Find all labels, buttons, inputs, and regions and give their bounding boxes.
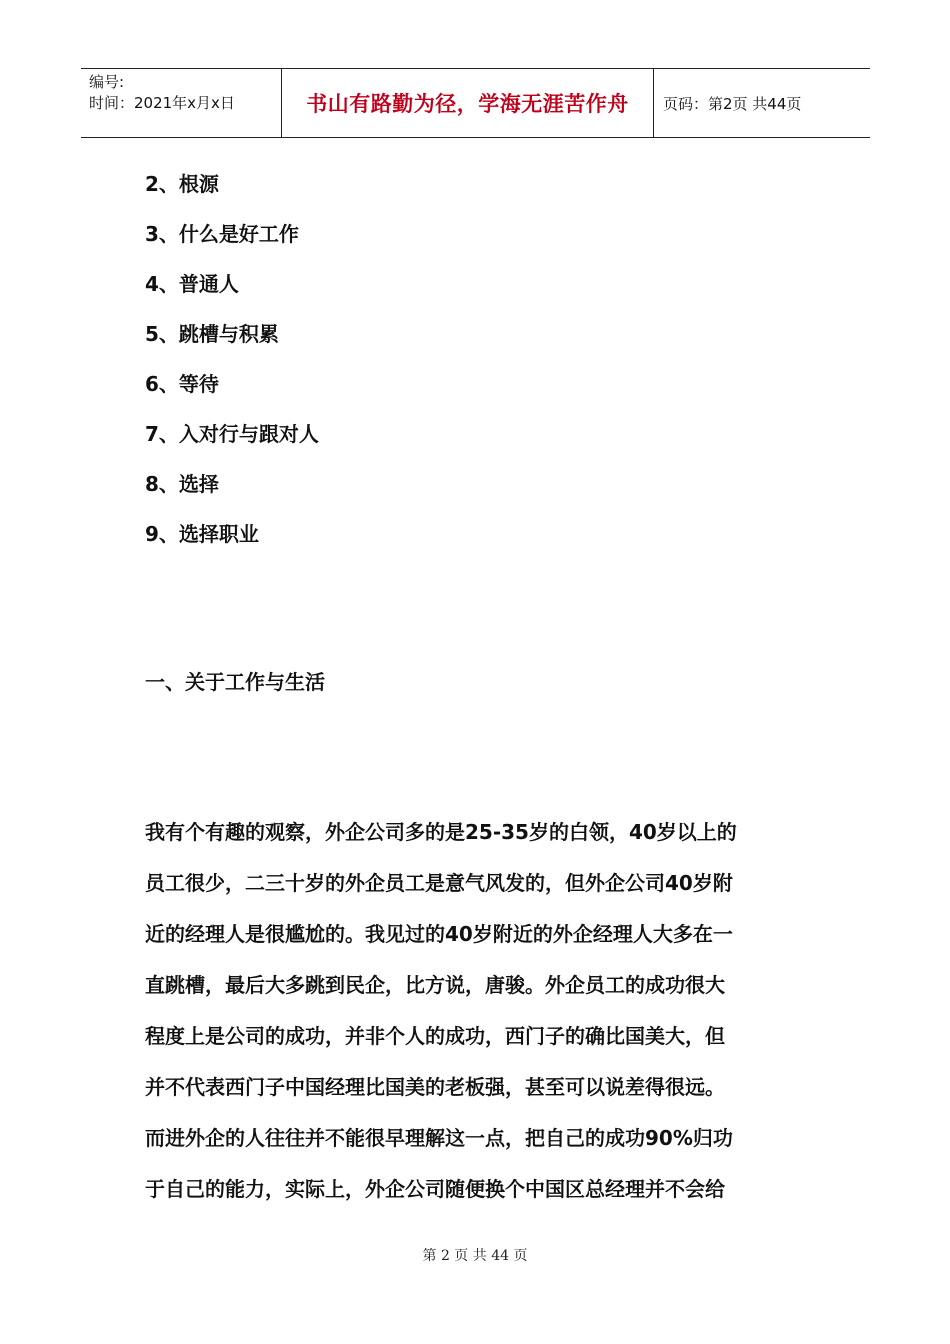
paragraph-line: 员工很少，二三十岁的外企员工是意气风发的，但外企公司40岁附 — [145, 871, 733, 895]
header-motto: 书山有路勤为径，学海无涯苦作舟 — [282, 69, 654, 137]
table-of-contents — [145, 168, 319, 568]
paragraph-line: 近的经理人是很尴尬的。我见过的40岁附近的外企经理人大多在一 — [145, 922, 733, 946]
toc-item: 4、普通人 — [145, 272, 239, 296]
number-label: 编号: — [89, 73, 125, 91]
paragraph-line: 程度上是公司的成功，并非个人的成功，西门子的确比国美大，但 — [145, 1024, 725, 1048]
paragraph-line: 于自己的能力，实际上，外企公司随便换个中国区总经理并不会给 — [145, 1177, 725, 1201]
toc-item: 3、什么是好工作 — [145, 222, 299, 246]
toc-item: 2、根源 — [145, 172, 219, 196]
toc-item: 5、跳槽与积累 — [145, 322, 279, 346]
toc-item: 9、选择职业 — [145, 522, 259, 546]
paragraph-line: 直跳槽，最后大多跳到民企，比方说，唐骏。外企员工的成功很大 — [145, 973, 725, 997]
toc-item: 8、选择 — [145, 472, 219, 496]
header-meta — [81, 69, 282, 137]
toc-item: 6、等待 — [145, 372, 219, 396]
paragraph-line: 我有个有趣的观察，外企公司多的是25-35岁的白领，40岁以上的 — [145, 820, 737, 844]
time-label: 时间：2021年x月x日 — [89, 94, 235, 112]
paragraph-line: 而进外企的人往往并不能很早理解这一点，把自己的成功90%归功 — [145, 1126, 733, 1150]
toc-item: 7、入对行与跟对人 — [145, 422, 319, 446]
document-header — [81, 68, 870, 138]
paragraph-line: 并不代表西门子中国经理比国美的老板强，甚至可以说差得很远。 — [145, 1075, 725, 1099]
body-paragraph — [145, 815, 737, 1223]
page-footer: 第 2 页 共 44 页 — [422, 1248, 528, 1264]
section-title: 一、关于工作与生活 — [145, 670, 325, 694]
header-page-info: 页码：第2页 共44页 — [663, 94, 802, 113]
